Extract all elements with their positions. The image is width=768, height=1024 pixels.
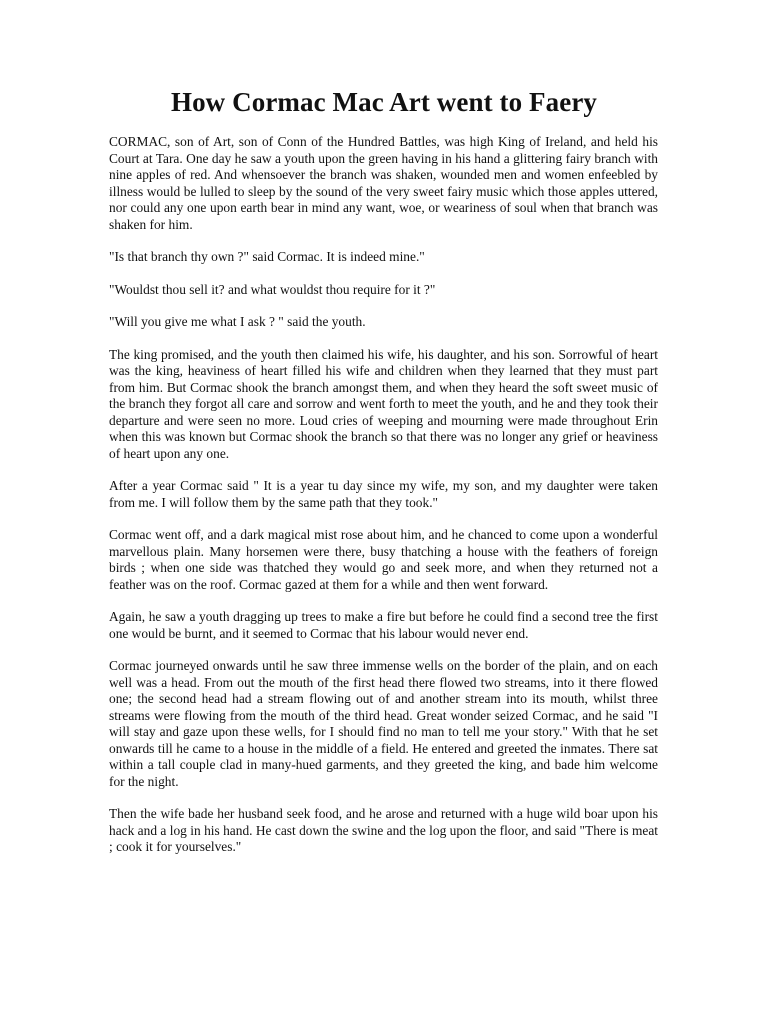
paragraph: Then the wife bade her husband seek food, and he arose and returned with a huge wild boar upon his hack and a log in his hand. He cast down the swine and the log upon the floor, and said "There is meat ; cook it for yourselves." bbox=[109, 806, 658, 854]
paragraph: Cormac went off, and a dark magical mist rose about him, and he chanced to come upon a wonderful marvellous plain. Many horsemen were there, busy thatching a house with the feathers of foreign birds ; when one side was thatched they would go and seek more, and when they returned not a feather was on the roof. Cormac gazed at them for a while and then went forward. bbox=[109, 527, 658, 592]
document-body bbox=[109, 134, 658, 872]
paragraph: CORMAC, son of Art, son of Conn of the Hundred Battles, was high King of Ireland, and held his Court at Tara. One day he saw a youth upon the green having in his hand a glittering fairy branch with nine apples of red. And whensoever the branch was shaken, wounded men and women enfeebled by illness would be lulled to sleep by the sound of the very sweet fairy music which those apples uttered, nor could any one upon earth bear in mind any want, woe, or weariness of soul when that branch was shaken for him. bbox=[109, 134, 658, 232]
paragraph: Cormac journeyed onwards until he saw three immense wells on the border of the plain, and on each well was a head. From out the mouth of the first head there flowed two streams, into it there flowed one; the second head had a stream flowing out of and another stream into its mouth, whilst three streams were flowing from the mouth of the third head. Great wonder seized Cormac, and he said "I will stay and gaze upon these wells, for I should find no man to tell me your story." With that he set onwards till he came to a house in the middle of a field. He entered and greeted the inmates. There sat within a tall couple clad in many-hued garments, and they greeted the king, and bade him welcome for the night. bbox=[109, 658, 658, 789]
paragraph: "Will you give me what I ask ? " said the youth. bbox=[109, 314, 366, 329]
paragraph: The king promised, and the youth then claimed his wife, his daughter, and his son. Sorrowful of heart was the king, heaviness of heart filled his wife and children when they learned that they must part from him. But Cormac shook the branch amongst them, and when they heard the soft sweet music of the branch they forgot all care and sorrow and went forth to meet the youth, and he and they took their departure and were seen no more. Loud cries of weeping and mourning were made throughout Erin when this was known but Cormac shook the branch so that there was no longer any grief or heaviness of heart upon any one. bbox=[109, 346, 658, 461]
paragraph: "Is that branch thy own ?" said Cormac. It is indeed mine." bbox=[109, 249, 425, 264]
paragraph: "Wouldst thou sell it? and what wouldst thou require for it ?" bbox=[109, 281, 436, 297]
paragraph: After a year Cormac said " It is a year tu day since my wife, my son, and my daughter were taken from me. I will follow them by the same path that they took." bbox=[109, 478, 658, 510]
paragraph: Again, he saw a youth dragging up trees to make a fire but before he could find a second tree the first one would be burnt, and it seemed to Cormac that his labour would never end. bbox=[109, 609, 658, 641]
document-title: How Cormac Mac Art went to Faery bbox=[170, 87, 598, 117]
